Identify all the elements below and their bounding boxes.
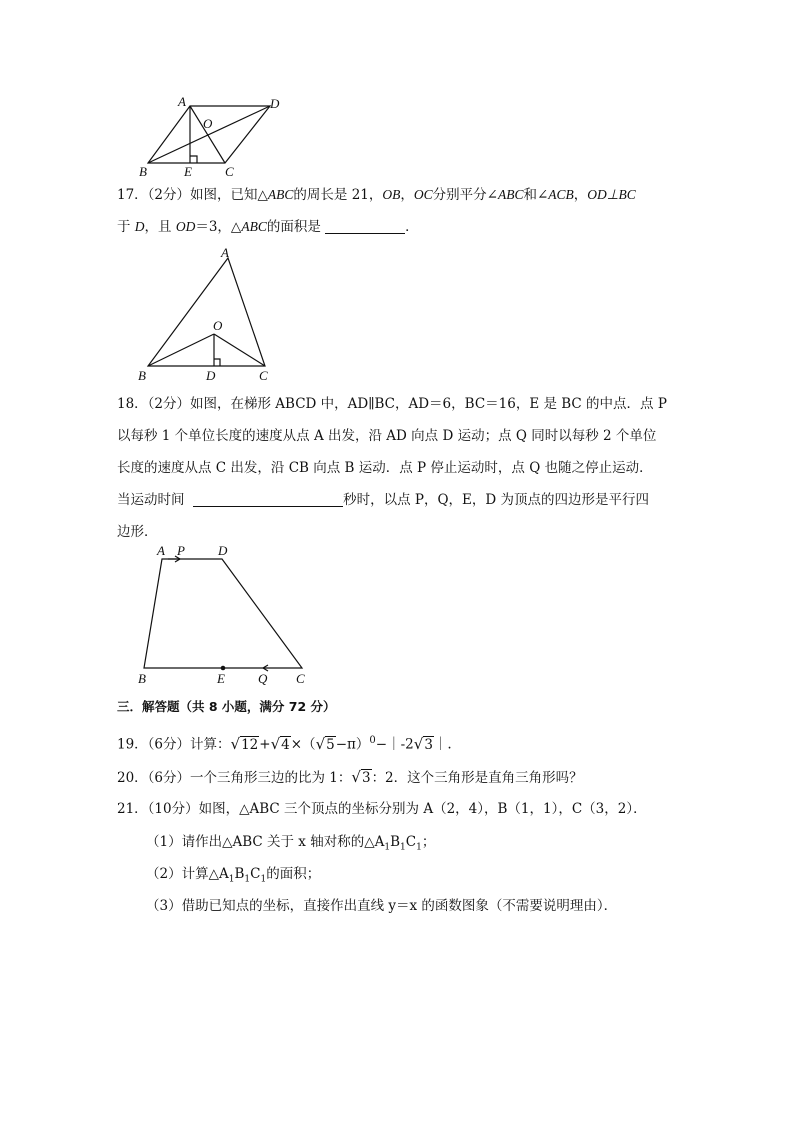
figure-parallelogram	[130, 93, 300, 181]
label-P: P	[177, 543, 185, 558]
label-B: B	[138, 671, 146, 686]
q21-part1: （1）请作出△ABC 关于 x 轴对称的$\triangle A_1B_1C_1$；	[146, 834, 436, 853]
label-A: A	[221, 245, 229, 260]
q21-part3: （3）借助已知点的坐标，直接作出直线 y＝x 的函数图象（不需要说明理由）．	[146, 898, 618, 914]
q19-line: 19．（6分）计算：$√12+√4\times(√5-\pi)^0-|-2√3|$.	[117, 734, 452, 753]
section-3-title: 三．解答题（共 8 小题，满分 72 分）	[117, 699, 336, 714]
sqrt-4: √4	[270, 734, 290, 753]
label-Q: Q	[258, 671, 268, 686]
label-D: D	[270, 96, 280, 111]
q18-line4: 当运动时间 秒时，以点 P，Q，E，D 为顶点的四边形是平行四	[117, 492, 650, 508]
figure-trapezoid	[130, 540, 320, 690]
label-C: C	[225, 164, 234, 179]
q21-line1: 21．（10分）如图，△ABC 三个顶点的坐标分别为 A（2，4），B（1，1），C（3，2）．	[117, 801, 647, 817]
q18-line1: 18．（2分）如图，在梯形 ABCD 中，AD∥BC，AD＝6，BC＝16，E 是 BC 的中点．点 P	[117, 396, 667, 412]
figure-triangle	[130, 244, 280, 386]
q18-line2: 以每秒 1 个单位长度的速度从点 A 出发，沿 AD 向点 D 运动；点 Q 同时以每秒 2 个单位	[117, 428, 657, 444]
q18-answer-blank[interactable]	[193, 492, 343, 507]
label-B: B	[139, 164, 147, 179]
label-D: D	[218, 543, 228, 558]
label-B: B	[138, 368, 146, 383]
label-A: A	[178, 94, 186, 109]
label-O: O	[203, 116, 213, 131]
q18-line5: 边形．	[117, 524, 158, 540]
q18-line3: 长度的速度从点 C 出发，沿 CB 向点 B 运动．点 P 停止运动时，点 Q 也随之停止运动．	[117, 460, 653, 476]
q20-line: 20．（6分）一个三角形三边的比为 1：√3：2．这个三角形是直角三角形吗？	[117, 768, 583, 786]
q17-line1: 17．（2分）如图，已知△ABC的周长是 21，OB，OC分别平分∠ABC和∠ACB，OD⊥BC	[117, 187, 636, 203]
label-C: C	[296, 671, 305, 686]
label-O: O	[213, 318, 223, 333]
q17-answer-blank[interactable]	[325, 219, 405, 234]
label-D: D	[206, 368, 216, 383]
label-E: E	[184, 164, 192, 179]
q21-part2: （2）计算$\triangle A_1B_1C_1$的面积；	[146, 866, 321, 885]
label-C: C	[259, 368, 268, 383]
q17-line2: 于 D，且 OD＝3，△ABC的面积是 ．	[117, 219, 419, 235]
sqrt-5: √5	[315, 734, 335, 753]
label-E: E	[217, 671, 225, 686]
sqrt-3: √3	[351, 768, 371, 786]
label-A: A	[157, 543, 165, 558]
sqrt-12: √12	[230, 734, 259, 753]
sqrt-3: √3	[413, 734, 433, 753]
